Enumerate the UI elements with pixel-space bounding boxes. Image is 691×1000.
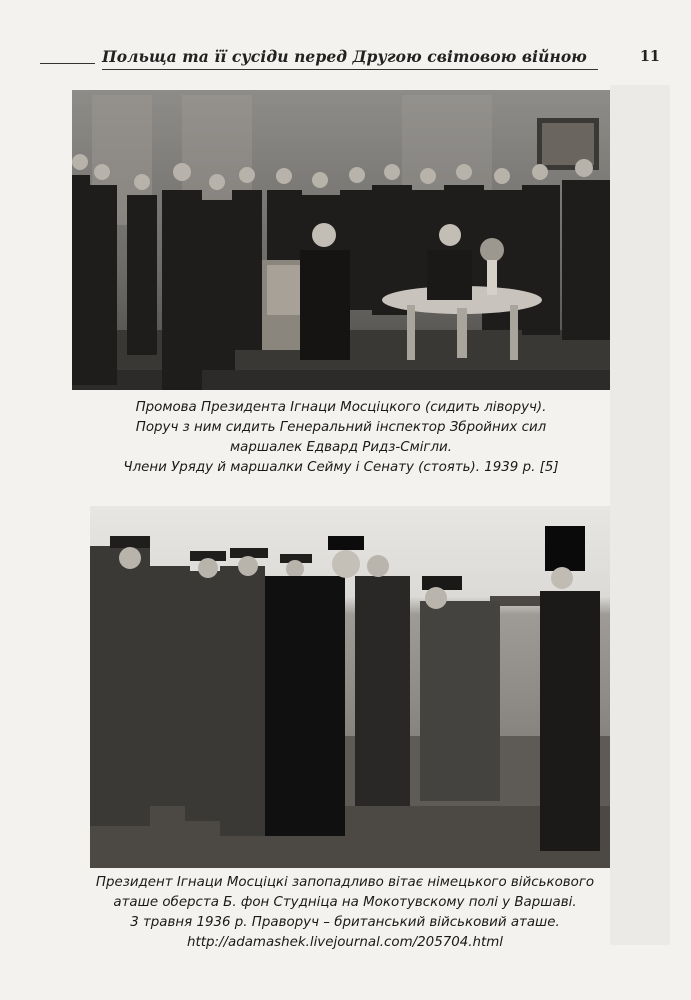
caption-line: аташе оберста Б. фон Студніца на Мокотувскому полі у Варшаві. — [113, 895, 577, 910]
source-link[interactable]: http://adamashek.livejournal.com/205704.html — [186, 935, 504, 950]
caption-line: Поруч з ним сидить Генеральний інспектор Збройних сил — [135, 420, 547, 435]
header-underline — [102, 69, 598, 70]
header-title: Польща та її сусіди перед Другою світовою війною — [102, 47, 587, 66]
photo-attache-greeting-image — [90, 506, 610, 868]
page-number: 11 — [639, 48, 660, 65]
caption-government-meeting — [72, 398, 610, 478]
running-header — [40, 47, 660, 73]
photo-government-meeting — [72, 90, 610, 390]
caption-line: Промова Президента Ігнаци Мосціцкого (сидить ліворуч). — [135, 400, 547, 415]
caption-line: маршалек Едвард Ридз-Смігли. — [230, 440, 452, 455]
header-left-rule — [40, 63, 95, 64]
caption-line: Члени Уряду й маршалки Сейму і Сенату (стоять). 1939 р. [5] — [123, 460, 559, 475]
caption-attache-greeting — [40, 873, 650, 953]
photo-attache-greeting — [90, 506, 610, 868]
caption-line: Президент Ігнаци Мосціцкі запопадливо вітає німецького військового — [95, 875, 595, 890]
photo-government-meeting-image — [72, 90, 610, 390]
caption-line: 3 травня 1936 р. Праворуч – британський військовий аташе. — [130, 915, 560, 930]
page-bleed-right — [610, 85, 670, 945]
